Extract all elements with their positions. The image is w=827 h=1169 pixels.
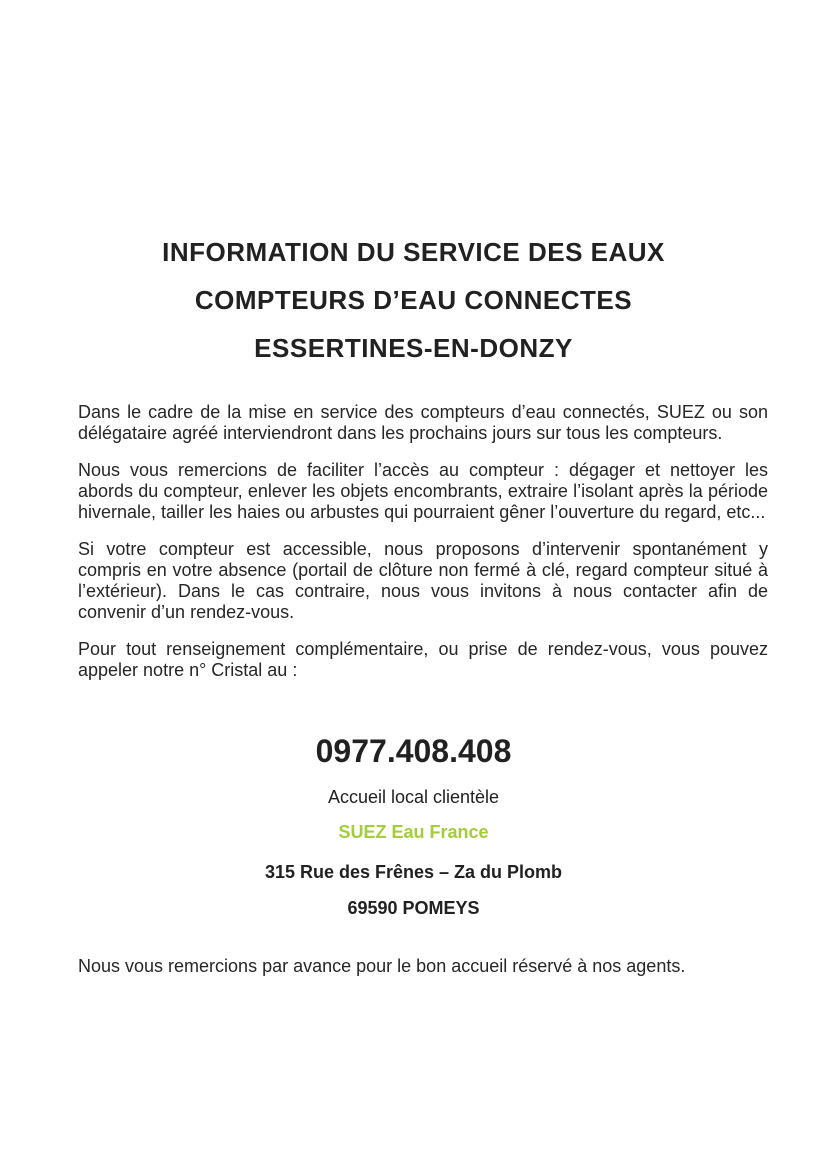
body-text-block [78,402,768,697]
phone-number: 0977.408.408 [315,733,512,769]
phone-label: Accueil local clientèle [327,787,500,807]
paragraph-access-instructions: Nous vous remercions de faciliter l’accès au compteur : dégager et nettoyer les abords du compteur, enlever les objets encombrants, extraire l’isolant après la période hivernale, tailler les haies ou arbustes qui pourraient gêner l’ouverture du regard, etc... [78,460,768,522]
paragraph-contact-info: Pour tout renseignement complémentaire, ou prise de rendez-vous, vous pouvez appeler notre n° Cristal au : [78,639,768,680]
address-city: 69590 POMEYS [347,898,480,918]
title-line-service: INFORMATION DU SERVICE DES EAUX [162,237,665,267]
closing-line: Nous vous remercions par avance pour le bon accueil réservé à nos agents. [78,956,686,976]
title-line-compteurs: COMPTEURS D’EAU CONNECTES [194,285,633,315]
paragraph-intro: Dans le cadre de la mise en service des compteurs d’eau connectés, SUEZ ou son délégataire agréé interviendront dans les prochains jours sur tous les compteurs. [78,402,768,443]
address-street: 315 Rue des Frênes – Za du Plomb [264,862,563,882]
paragraph-intervention: Si votre compteur est accessible, nous proposons d’intervenir spontanément y compris en votre absence (portail de clôture non fermé à clé, regard compteur situé à l’extérieur). Dans le cas contraire, nous vous invitons à nous contacter afin de convenir d’un rendez-vous. [78,539,768,622]
title-line-commune: ESSERTINES-EN-DONZY [254,333,573,363]
document-title-block [0,228,827,372]
company-name: SUEZ Eau France [338,822,489,842]
